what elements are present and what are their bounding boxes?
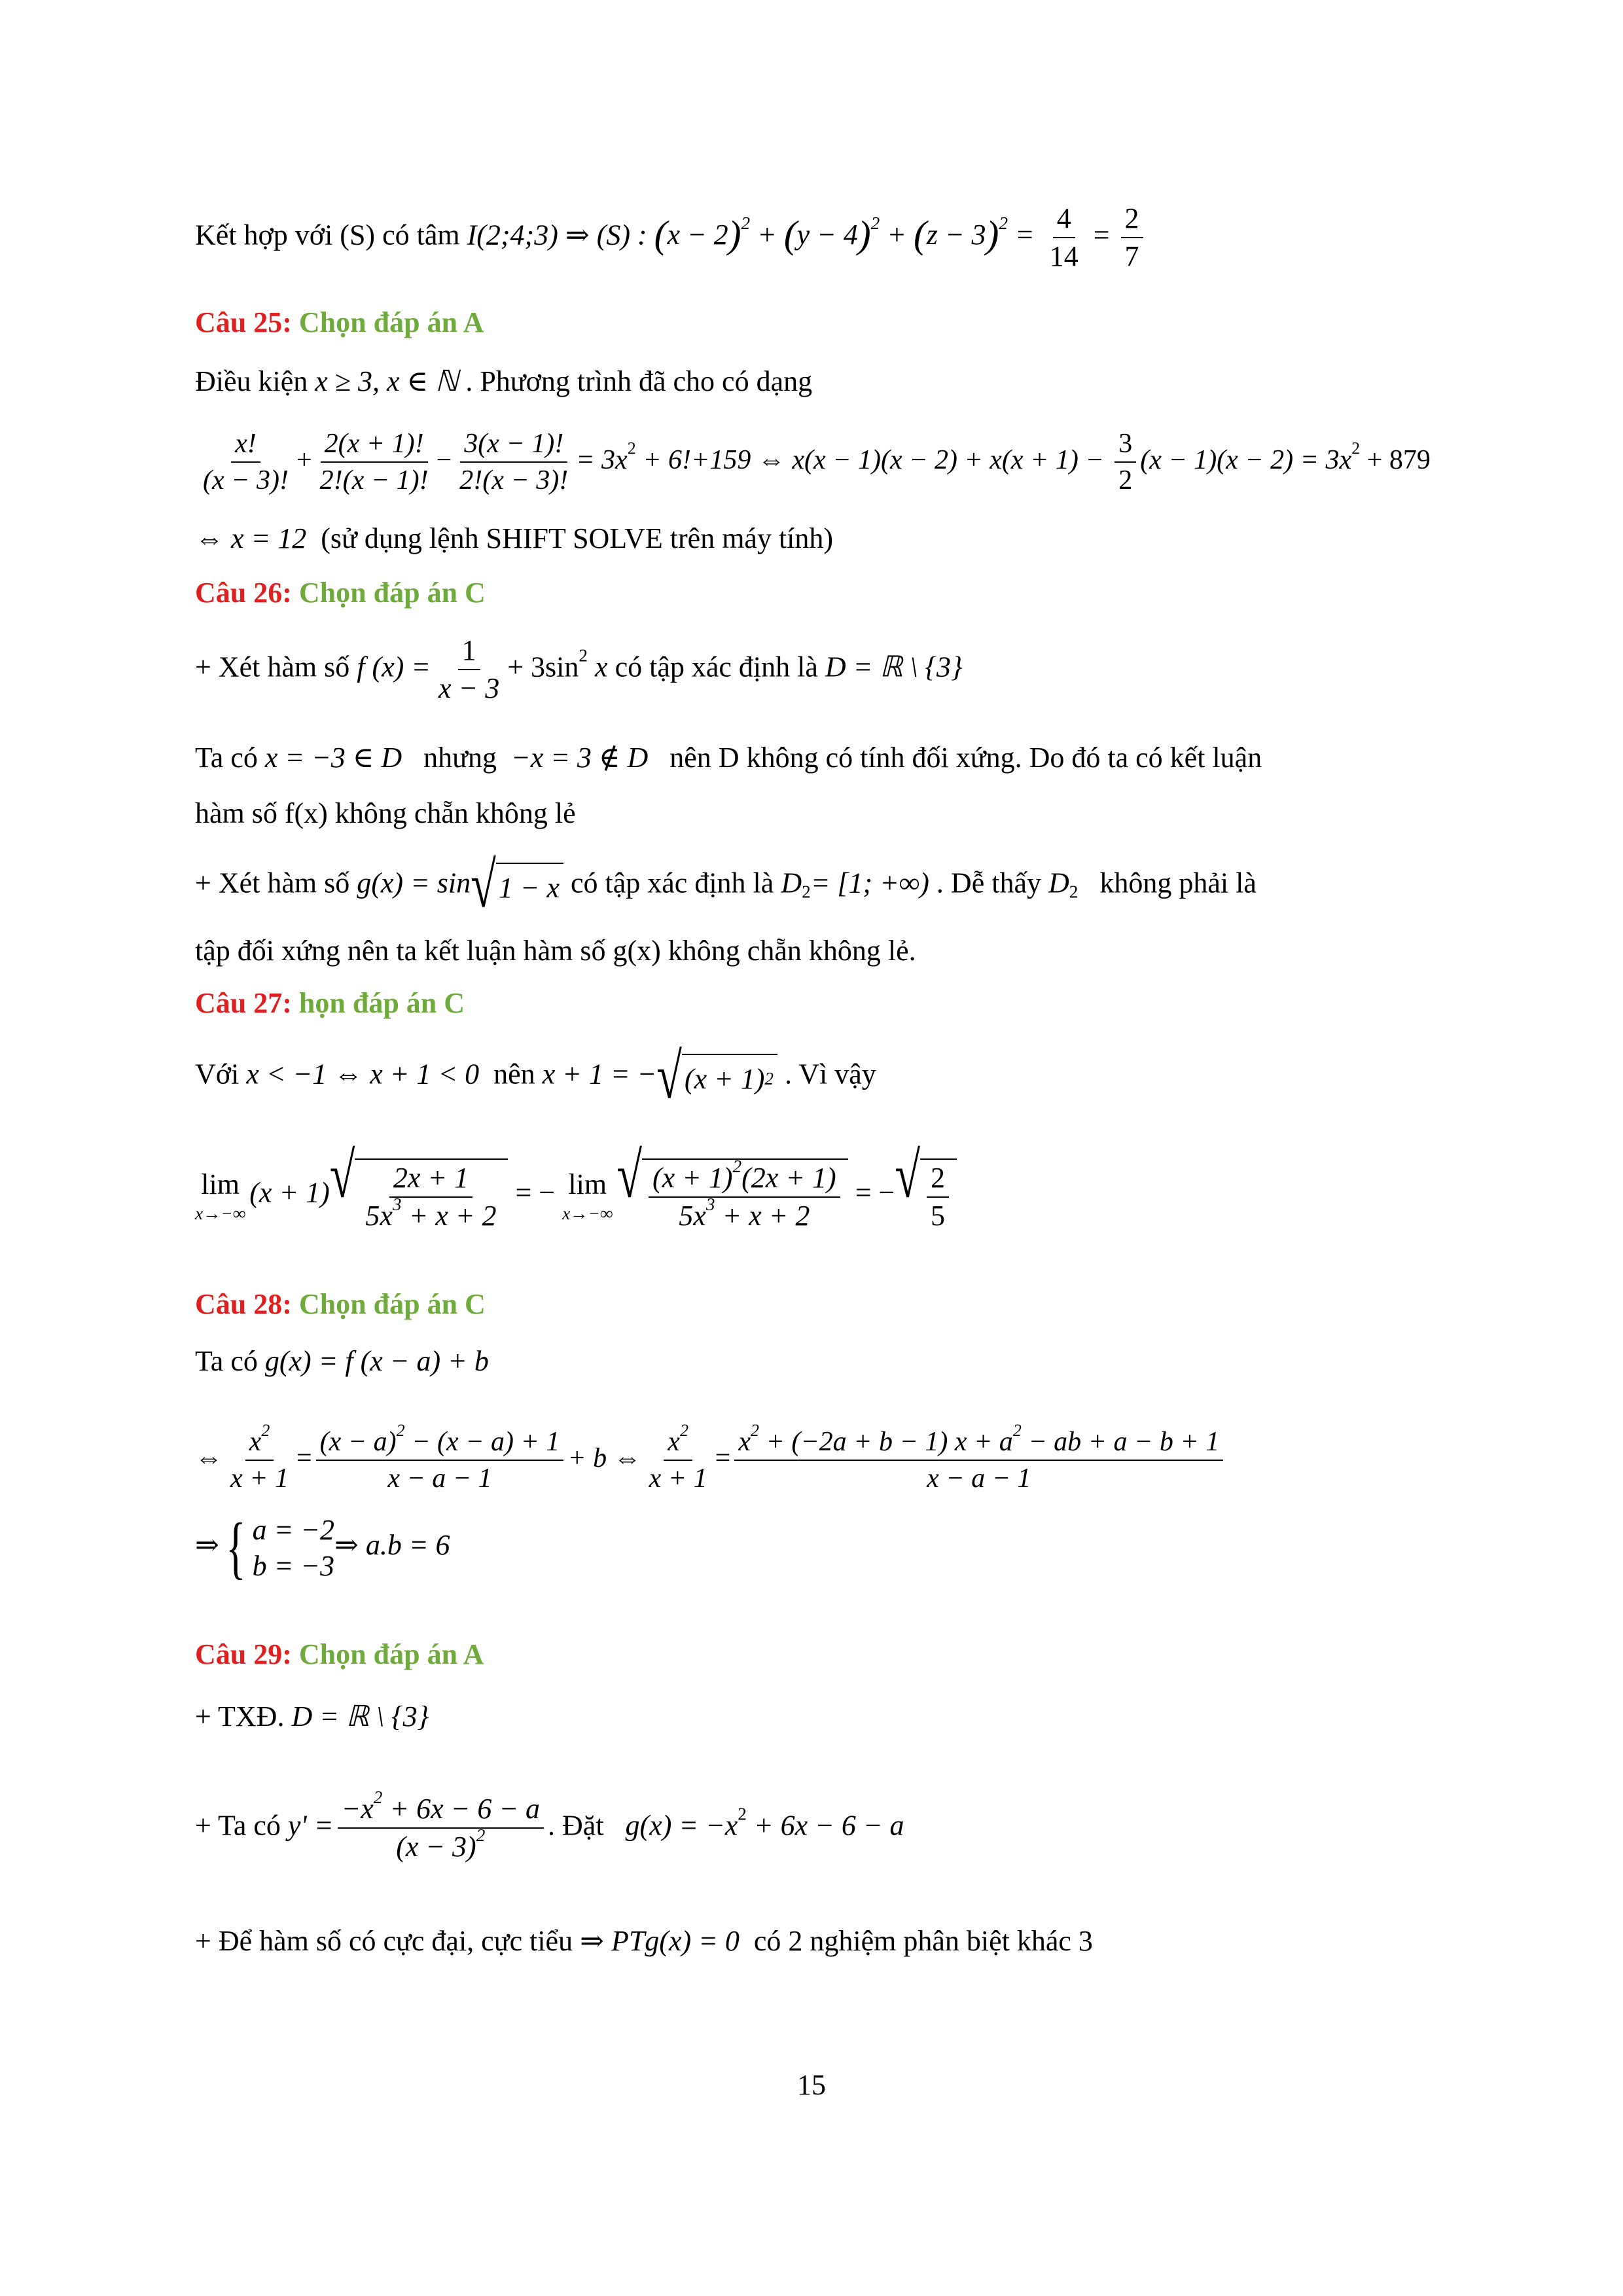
q27-line-1: Với x < −1 ⇔ x + 1 < 0 nên x + 1 = − √ (x + 1) 2 . Vì vậy bbox=[195, 1041, 876, 1113]
q29-line-2: + Ta có y' = $\frac{-x^2 + 6x - 6 - a}{(x - 3)^2}$ . Đặt $g(x) = -x^2 + 6x - 6 - a$ bbox=[195, 1787, 904, 1863]
text: Kết hợp với (S) có tâm bbox=[195, 219, 460, 251]
question-29-heading: Câu 29: Chọn đáp án A bbox=[195, 1638, 484, 1670]
q28-equation: ⇔ $\frac{x^2}{x + 1}$ = $\frac{(x - a)^2 - (x - a) + 1}{x - a - 1}$ + b ⇔ $\frac{x^2}{x + 1}$ = $\frac{x^2 + (-2a + b - 1) x + a^2 - ab + a - b + 1}{x - a - 1}$ bbox=[195, 1427, 1438, 1494]
sphere-equation-line: Kết hợp với (S) có tâm I(2;4;3) ⇒ (S) : $(x - 2)^2 + (y - 4)^2 + (z - 3)^2$ = $\frac{4}{14}$ = $\frac{2}{7}$ bbox=[195, 203, 1438, 273]
q28-system: ⇒ { a = −2 b = −3 ⇒ a.b = 6 bbox=[195, 1509, 450, 1587]
q25-condition: Điều kiện x ≥ 3, x ∈ ℕ . Phương trình đã cho có dạng bbox=[195, 365, 813, 397]
q29-line-3: + Để hàm số có cực đại, cực tiểu ⇒ PTg(x) = 0 có 2 nghiệm phân biệt khác 3 bbox=[195, 1925, 1093, 1957]
question-27-heading: Câu 27: họn đáp án C bbox=[195, 987, 465, 1019]
q26-line-3: hàm số f(x) không chẵn không lẻ bbox=[195, 797, 576, 829]
q26-line-2: Ta có x = −3 ∈ D nhưng −x = 3 ∉ D nên D không có tính đối xứng. Do đó ta có kết luận bbox=[195, 742, 1262, 774]
q29-line-1: + TXĐ. D = ℝ \ {3} bbox=[195, 1700, 429, 1732]
math: I(2;4;3) ⇒ (S) : bbox=[467, 219, 654, 251]
question-28-heading: Câu 28: Chọn đáp án C bbox=[195, 1288, 486, 1320]
q25-solution: ⇔ x = 12 (sử dụng lệnh SHIFT SOLVE trên máy tính) bbox=[195, 522, 834, 554]
q26-line-1: + Xét hàm số f (x) = $\frac{1}{x - 3}$ + $3\sin^2$ x có tập xác định là D = ℝ \ {3} bbox=[195, 634, 963, 705]
page-number: 15 bbox=[797, 2069, 826, 2101]
q28-line-1: Ta có g(x) = f (x − a) + b bbox=[195, 1345, 489, 1377]
q25-equation: $\frac{x!}{(x - 3)!}$ + $\frac{2(x + 1)!}{2!(x - 1)!}$ − $\frac{3(x - 1)!}{2!(x - 3)!}$ = $3x^2 + 6!+159$ ⇔ x(x − 1)(x − 2) + x(x + 1) − $\frac{3}{2}$ $(x - 1)(x - 2) = 3x^2 + 879$ bbox=[203, 429, 1431, 496]
question-26-heading: Câu 26: Chọn đáp án C bbox=[195, 577, 486, 609]
math-sphere: $(x - 2)^2 + (y - 4)^2 + (z - 3)^2$ = bbox=[654, 213, 1035, 257]
question-25-heading: Câu 25: Chọn đáp án A bbox=[195, 306, 484, 338]
fraction: $\frac{4}{14}$ bbox=[1049, 202, 1079, 273]
q26-line-5: tập đối xứng nên ta kết luận hàm số g(x) không chẵn không lẻ. bbox=[195, 935, 916, 967]
fraction: $\frac{2}{7}$ bbox=[1121, 203, 1143, 273]
q27-limit-equation: lim x→−∞ (x + 1) √ $\frac{2x + 1}{5x^3 + x + 2}$ = − lim x→−∞ √ $\frac{(x + 1)^2(2x + 1)}{5x^3 + x + 2}$ = − √ $\frac{2}{5}$ bbox=[195, 1158, 1438, 1232]
q26-line-4: + Xét hàm số g(x) = sin √ 1 − x có tập xác định là $D_2= [1$; +∞) . Dễ thấy $D_2$ không phải là bbox=[195, 850, 1257, 922]
